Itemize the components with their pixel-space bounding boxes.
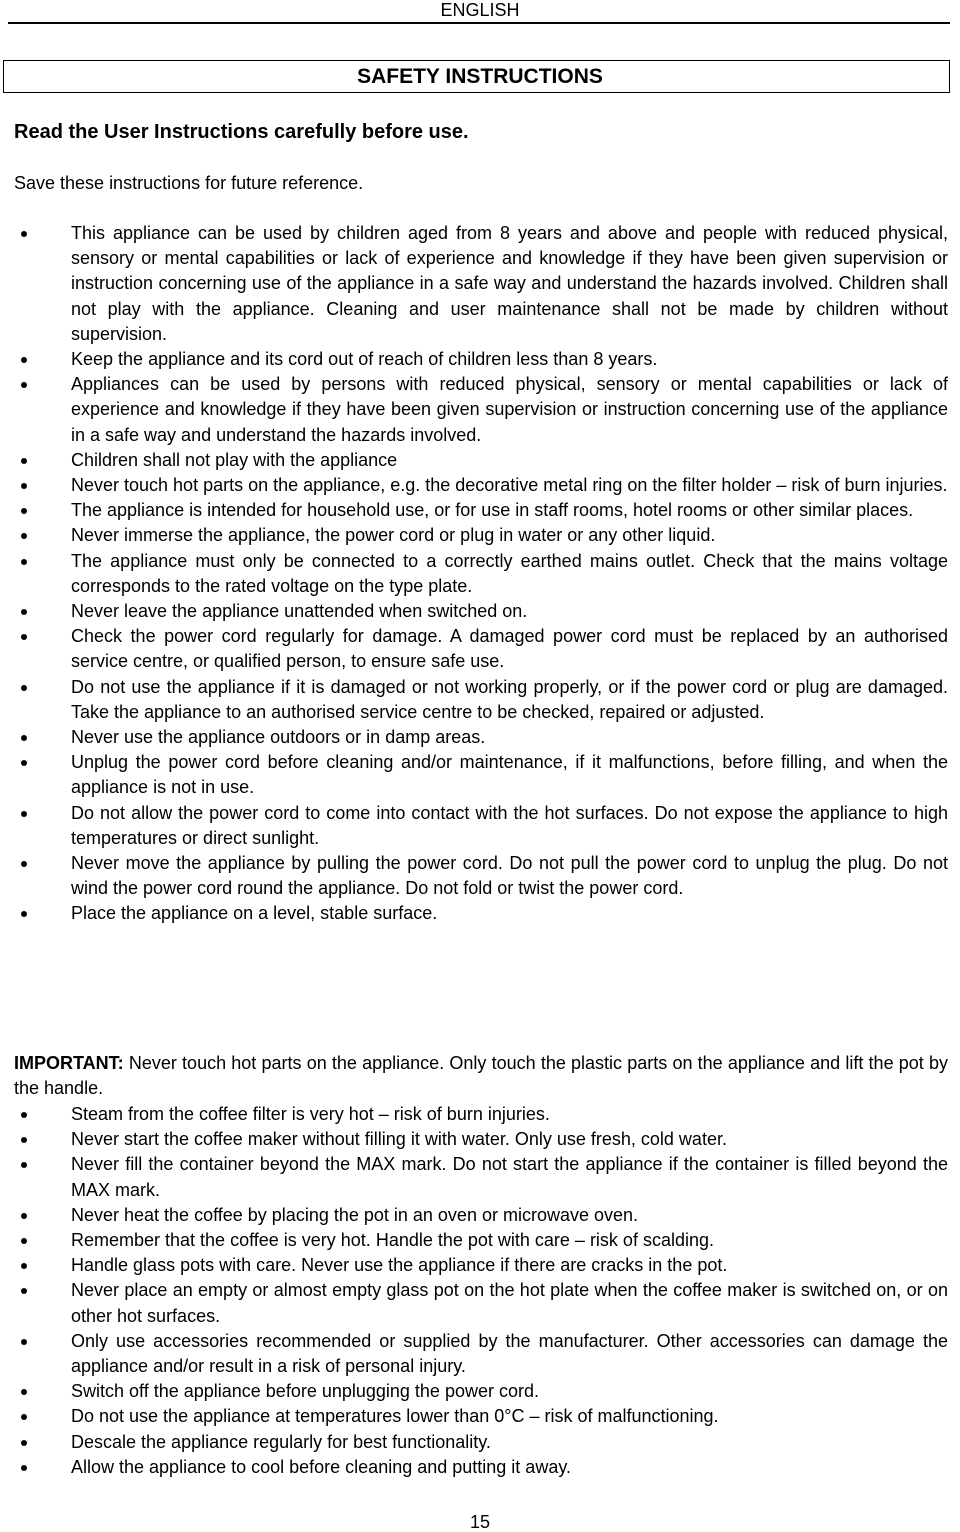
list-item <box>0 725 960 750</box>
important-text: Never touch hot parts on the appliance. Only touch the plastic parts on the appliance and lift the pot by the handle. <box>14 1053 948 1099</box>
list-item-text: Do not use the appliance if it is damaged or not working properly, or if the power cord or plug are damaged. Take the appliance to an authorised service centre to be checked, repaired or adjusted. <box>71 676 948 722</box>
list-item <box>0 498 960 523</box>
list-item-text: Place the appliance on a level, stable surface. <box>71 903 438 924</box>
list-item <box>0 347 960 372</box>
list-item-text: Never start the coffee maker without filling it with water. Only use fresh, cold water. <box>71 1129 727 1150</box>
bullet-icon <box>21 559 27 565</box>
bullet-icon <box>21 1414 27 1420</box>
read-instructions-notice: Read the User Instructions carefully before use. <box>14 121 469 143</box>
list-item-text: Children shall not play with the appliance <box>71 449 398 470</box>
list-item <box>0 851 960 901</box>
bullet-icon <box>21 609 27 615</box>
header-divider <box>8 22 950 24</box>
list-item-text: Never fill the container beyond the MAX mark. Do not start the appliance if the container is filled beyond the MAX mark. <box>71 1154 948 1200</box>
list-item-text: Check the power cord regularly for damage. A damaged power cord must be replaced by an authorised service centre, or qualified person, to ensure safe use. <box>71 626 948 672</box>
header-language: ENGLISH <box>440 0 520 20</box>
list-item-text: Never touch hot parts on the appliance, e.g. the decorative metal ring on the filter holder – risk of burn injuries. <box>71 475 948 496</box>
list-item-text: Never move the appliance by pulling the power cord. Do not pull the power cord to unplug the plug. Do not wind the power cord round the appliance. Do not fold or twist the power cord. <box>71 853 948 899</box>
bullet-icon <box>21 231 27 237</box>
list-item-text: Never heat the coffee by placing the pot in an oven or microwave oven. <box>71 1204 639 1225</box>
bullet-icon <box>21 685 27 691</box>
bullet-icon <box>21 508 27 514</box>
list-item-text: This appliance can be used by children aged from 8 years and above and people with reduced physical, sensory or mental capabilities or lack of experience and knowledge if they have been given supervision or instruction concerning use of the appliance in a safe way and understand the hazards involved. Children shall not play with the appliance. Cleaning and user maintenance shall not be made by children without supervision. <box>71 223 948 344</box>
list-item-text: Unplug the power cord before cleaning and/or maintenance, if it malfunctions, before filling, and when the appliance is not in use. <box>71 752 948 798</box>
bullet-icon <box>21 1162 27 1168</box>
bullet-icon <box>21 483 27 489</box>
page-number: 15 <box>469 1512 491 1532</box>
bullet-icon <box>21 634 27 640</box>
list-item <box>0 1127 960 1152</box>
bullet-icon <box>21 811 27 817</box>
list-item <box>0 801 960 851</box>
important-paragraph <box>14 1051 948 1101</box>
bullet-icon <box>21 1440 27 1446</box>
bullet-icon <box>21 357 27 363</box>
list-item <box>0 675 960 725</box>
bullet-icon <box>21 533 27 539</box>
list-item <box>0 1203 960 1228</box>
bullet-icon <box>21 1339 27 1345</box>
bullet-icon <box>21 1213 27 1219</box>
bullet-icon <box>21 1389 27 1395</box>
list-item <box>0 750 960 800</box>
list-item-text: Descale the appliance regularly for best functionality. <box>71 1431 491 1452</box>
bullet-icon <box>21 760 27 766</box>
list-item-text: Never place an empty or almost empty glass pot on the hot plate when the coffee maker is switched on, or on other hot surfaces. <box>71 1280 948 1326</box>
list-item-text: The appliance is intended for household use, or for use in staff rooms, hotel rooms or other similar places. <box>71 500 914 521</box>
bullet-icon <box>21 1288 27 1294</box>
list-item <box>0 523 960 548</box>
bullet-icon <box>21 1238 27 1244</box>
list-item <box>0 624 960 674</box>
important-label: IMPORTANT: <box>14 1053 124 1073</box>
list-item <box>0 1455 960 1480</box>
list-item-text: Allow the appliance to cool before cleaning and putting it away. <box>71 1456 571 1477</box>
list-item-text: Only use accessories recommended or supplied by the manufacturer. Other accessories can damage the appliance and/or result in a risk of personal injury. <box>71 1330 948 1377</box>
bullet-icon <box>21 1465 27 1471</box>
list-item <box>0 221 960 347</box>
safety-list <box>0 221 960 927</box>
list-item <box>0 1152 960 1202</box>
list-item-text: Switch off the appliance before unplugging the power cord. <box>71 1381 539 1402</box>
list-item <box>0 372 960 448</box>
list-item <box>0 448 960 473</box>
bullet-icon <box>21 1263 27 1269</box>
bullet-icon <box>21 911 27 917</box>
list-item <box>0 1228 960 1253</box>
list-item-text: Do not use the appliance at temperatures lower than 0°C – risk of malfunctioning. <box>71 1406 719 1427</box>
list-item <box>0 1253 960 1278</box>
save-instructions-notice: Save these instructions for future reference. <box>14 173 364 193</box>
list-item <box>0 549 960 599</box>
list-item-text: Never use the appliance outdoors or in damp areas. <box>71 727 486 748</box>
list-item-text: Remember that the coffee is very hot. Handle the pot with care – risk of scalding. <box>71 1230 714 1251</box>
bullet-icon <box>21 861 27 867</box>
list-item <box>0 1102 960 1127</box>
list-item <box>0 901 960 926</box>
list-item <box>0 473 960 498</box>
list-item-text: Steam from the coffee filter is very hot – risk of burn injuries. <box>71 1104 550 1124</box>
bullet-icon <box>21 735 27 741</box>
list-item-text: Never immerse the appliance, the power cord or plug in water or any other liquid. <box>71 525 716 546</box>
list-item <box>0 1379 960 1404</box>
list-item <box>0 1430 960 1455</box>
important-list <box>0 1102 960 1480</box>
list-item <box>0 1404 960 1429</box>
list-item-text: Appliances can be used by persons with reduced physical, sensory or mental capabilities or lack of experience and knowledge if they have been given supervision or instruction concerning use of the appliance in a safe way and understand the hazards involved. <box>71 374 948 445</box>
page-title: SAFETY INSTRUCTIONS <box>357 65 603 88</box>
list-item-text: Do not allow the power cord to come into contact with the hot surfaces. Do not expose the appliance to high temperatures or direct sunlight. <box>71 802 948 848</box>
bullet-icon <box>21 1112 27 1118</box>
list-item-text: Never leave the appliance unattended when switched on. <box>71 601 528 622</box>
list-item <box>0 1329 960 1379</box>
bullet-icon <box>21 458 27 464</box>
list-item <box>0 1278 960 1328</box>
bullet-icon <box>21 1137 27 1143</box>
list-item <box>0 599 960 624</box>
list-item-text: Keep the appliance and its cord out of reach of children less than 8 years. <box>71 349 658 370</box>
list-item-text: The appliance must only be connected to a correctly earthed mains outlet. Check that the mains voltage corresponds to the rated voltage on the type plate. <box>71 550 948 596</box>
bullet-icon <box>21 382 27 388</box>
list-item-text: Handle glass pots with care. Never use the appliance if there are cracks in the pot. <box>71 1255 728 1276</box>
